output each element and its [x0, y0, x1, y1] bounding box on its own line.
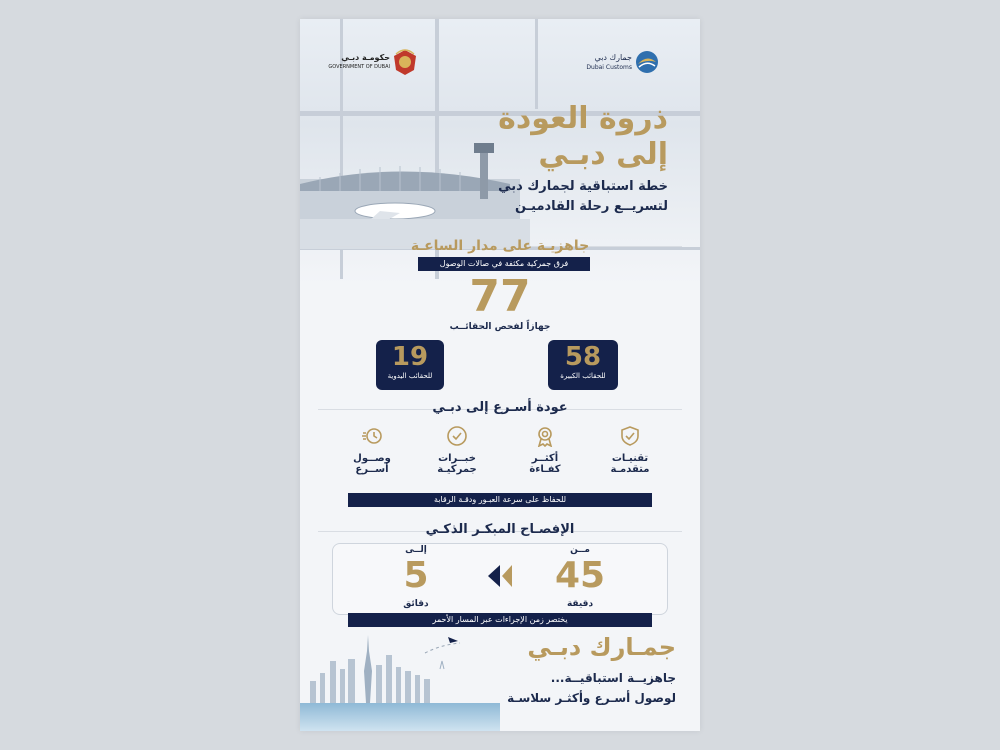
footer-brand: جمـارك دبـي — [527, 633, 676, 661]
dubai-customs-emblem-icon — [635, 50, 659, 74]
customs-logo-english: Dubai Customs — [586, 64, 632, 71]
infographic-card — [300, 19, 700, 731]
feature-customs-expertise — [417, 425, 497, 495]
feature-efficiency — [505, 425, 585, 495]
large-bags-label: للحقائب الكبيرة — [560, 372, 606, 380]
hero-title-line2: إلى دبـي — [538, 137, 668, 172]
readiness-heading: جاهزيـة على مدار الساعـة — [410, 238, 590, 254]
hero-title-line1: ذروة العودة — [498, 101, 668, 136]
feature-faster-arrival — [332, 425, 412, 495]
airplane-icon — [448, 637, 458, 643]
gov-logo-arabic: حكومـة دبـي — [341, 53, 390, 62]
feature-customs-expertise-line2: جمركيـة — [437, 464, 477, 475]
to-value: 5 — [403, 555, 429, 596]
faster-bar: للحفاظ على سرعة العبـور ودقـة الرقابة — [348, 493, 652, 507]
hero-subtitle-line1: خطة استباقية لجمارك دبي — [498, 179, 668, 194]
feature-efficiency-line2: كفـاءة — [529, 464, 561, 475]
feature-advanced-tech-line2: متقدمـة — [610, 464, 650, 475]
feature-faster-arrival-line2: أســرع — [355, 464, 389, 475]
from-value: 45 — [554, 555, 606, 596]
airport-terminal-illustration — [300, 139, 530, 249]
feature-advanced-tech-line1: تقنيـات — [611, 453, 649, 464]
smart-heading: الإفصـاح المبكـر الذكـي — [425, 522, 575, 537]
large-bags-value: 58 — [564, 342, 602, 372]
double-chevron-left-icon — [486, 563, 514, 589]
from-unit: دقيقة — [566, 599, 594, 609]
to-unit: دقائق — [403, 599, 429, 609]
hand-bags-box — [376, 340, 444, 390]
award-badge-icon — [534, 425, 556, 447]
smart-bar: يختصر زمن الإجراءات عبر المسار الأحمر — [348, 613, 652, 627]
feature-efficiency-line1: أكثــر — [531, 453, 559, 464]
hero-subtitle-line2: لتسريــع رحلة القادميـن — [515, 199, 668, 214]
footer-tagline-line1: جاهزيــة استباقيــة... — [550, 671, 676, 685]
shield-check-icon — [619, 425, 641, 447]
government-emblem-icon — [392, 48, 418, 76]
large-bags-box — [548, 340, 618, 390]
faster-heading: عودة أسـرع إلى دبـي — [432, 400, 568, 415]
feature-advanced-tech — [590, 425, 670, 495]
footer-tagline-line2: لوصول أسـرع وأكثـر سلاسـة — [507, 691, 676, 705]
gov-logo-english: GOVERNMENT OF DUBAI — [328, 64, 390, 70]
to-label: إلــى — [405, 545, 427, 555]
feature-customs-expertise-line1: خبــرات — [438, 453, 476, 464]
bag-scanners-total: 77 — [469, 271, 531, 322]
readiness-bar: فرق جمركية مكثفة في صالات الوصول — [418, 257, 590, 271]
check-circle-icon — [446, 425, 468, 447]
hand-bags-value: 19 — [391, 342, 429, 372]
hand-bags-label: للحقائب اليدوية — [387, 372, 433, 380]
customs-logo-arabic: جمارك دبي — [594, 53, 632, 62]
bag-scanners-caption: جهازاً لفحص الحقائــب — [449, 322, 551, 332]
speed-clock-icon — [361, 425, 383, 447]
from-label: مــن — [570, 545, 590, 555]
dubai-skyline-illustration — [300, 631, 500, 731]
feature-faster-arrival-line1: وصــول — [353, 453, 391, 464]
